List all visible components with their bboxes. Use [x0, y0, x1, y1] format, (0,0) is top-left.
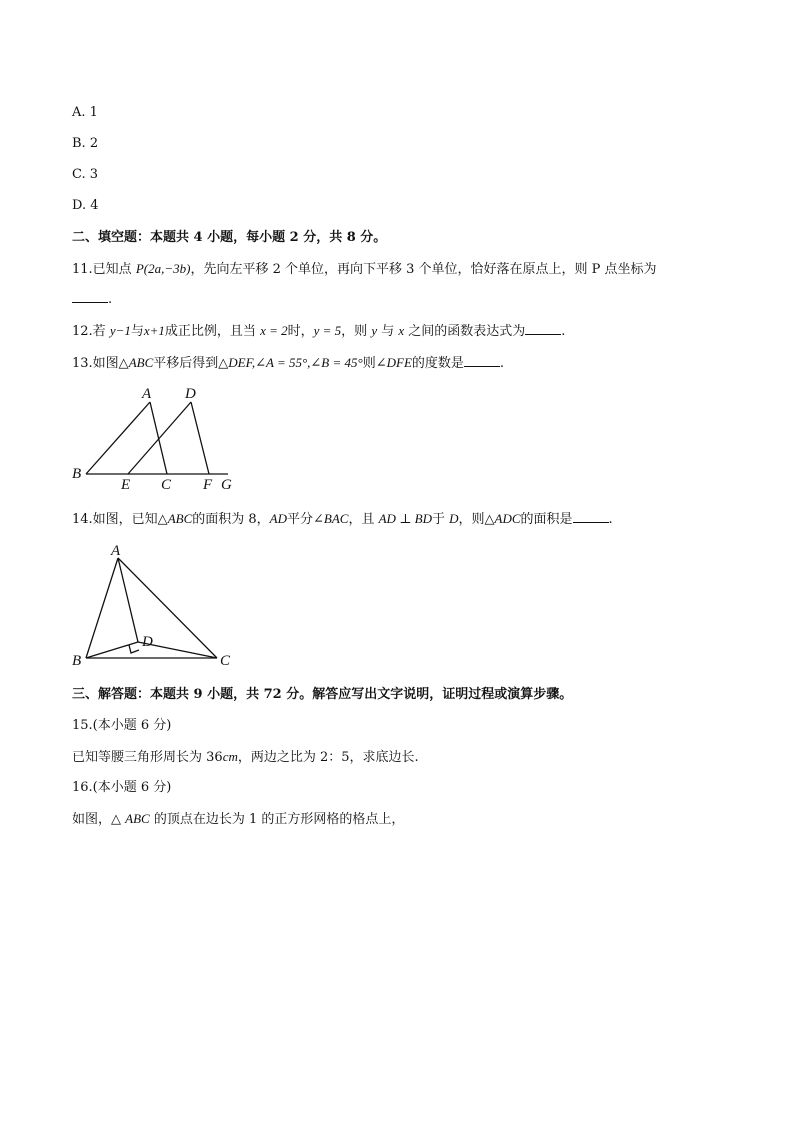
question-12 [72, 322, 565, 341]
q15-pre: 已知等腰三角形周长为 36 [72, 750, 223, 765]
q14-t1: 的面积为 8， [192, 512, 270, 527]
q12-end: . [561, 324, 566, 339]
fig14-label-a: A [111, 543, 121, 559]
question-11 [72, 260, 657, 279]
question-15-header: 15.(本小题 6 分) [72, 718, 172, 733]
question-16 [72, 810, 404, 829]
q16-math: ABC [125, 811, 150, 826]
q12-m3: x = 2 [260, 323, 288, 338]
q11-pre: 11.已知点 [72, 262, 136, 277]
fig14-right-angle-mark [129, 645, 139, 653]
q13-m1: ABC [128, 355, 154, 370]
q14-pre: 14.如图，已知△ [72, 512, 168, 527]
q16-post: 的顶点在边长为 1 的正方形网格的格点上， [149, 812, 405, 827]
q12-t6: 之间的函数表达式为 [404, 324, 526, 339]
fig13-segment-ac [150, 402, 167, 474]
option-a: A. 1 [72, 105, 98, 120]
fig13-label-g: G [221, 477, 232, 493]
q13-t3: 的度数是 [411, 356, 464, 371]
q12-t3: 时， [287, 324, 314, 339]
q12-t2: 成正比例，且当 [164, 324, 261, 339]
q11-math: P(2a,−3b) [135, 261, 191, 276]
option-c: C. 3 [72, 167, 99, 182]
answer-blank-12[interactable] [525, 322, 561, 335]
question-14 [72, 510, 613, 529]
q12-m5: y [371, 323, 378, 338]
q14-m5: D [449, 511, 459, 526]
q13-end: . [499, 356, 505, 371]
q11-end: . [108, 292, 113, 307]
q12-pre: 12.若 [72, 324, 110, 339]
fig13-label-e: E [121, 477, 131, 493]
fig13-segment-ba [86, 402, 150, 474]
q14-t6: 的面积是 [520, 512, 573, 527]
q14-m1: ABC [167, 511, 193, 526]
q15-unit: cm [222, 749, 238, 764]
q11-post: ，先向左平移 2 个单位，再向下平移 3 个单位，恰好落在原点上，则 P 点坐标为 [190, 262, 657, 277]
q15-post: ，两边之比为 2：5，求底边长. [237, 750, 419, 765]
question-11-line2 [72, 290, 112, 309]
answer-blank-11[interactable] [72, 290, 108, 303]
fig14-segment-ab [86, 558, 118, 658]
answer-blank-14[interactable] [573, 510, 609, 523]
q14-m3: BAC [323, 511, 349, 526]
q14-t4: 于 [432, 512, 450, 527]
q14-end: . [608, 512, 613, 527]
q13-m2: DEF,∠A = 55°,∠B = 45° [228, 355, 363, 370]
question-13 [72, 354, 504, 373]
fig13-label-f: F [203, 477, 213, 493]
q16-pre: 如图，△ [72, 812, 126, 827]
section3-title: 三、解答题：本题共 9 小题，共 72 分。解答应写出文字说明，证明过程或演算步骤。 [72, 687, 573, 702]
q13-t2: 则∠ [362, 356, 387, 371]
q13-t1: 平移后得到△ [153, 356, 229, 371]
q14-t3: ，且 [348, 512, 379, 527]
q13-m3: DFE [386, 355, 412, 370]
fig14-segment-ad [118, 558, 138, 642]
fig14-label-d: D [142, 634, 153, 650]
figure-13-translation [60, 382, 260, 494]
fig14-label-c: C [220, 653, 231, 669]
q12-m2: x+1 [143, 323, 165, 338]
fig13-segment-ed [128, 402, 191, 474]
question-15 [72, 748, 419, 767]
q12-t1: 与 [130, 324, 144, 339]
q12-m4: y = 5 [313, 323, 342, 338]
q12-m6: x [398, 323, 405, 338]
option-b: B. 2 [72, 136, 99, 151]
fig13-label-d: D [185, 386, 196, 402]
fig13-segment-df [191, 402, 209, 474]
fig13-label-b: B [72, 466, 82, 482]
q14-t2: 平分∠ [287, 512, 324, 527]
figure-14-triangle [60, 538, 250, 672]
answer-blank-13[interactable] [464, 354, 500, 367]
q12-t5: 与 [377, 324, 399, 339]
option-d: D. 4 [72, 198, 99, 213]
q13-pre: 13.如图△ [72, 356, 129, 371]
q14-m2: AD [269, 511, 287, 526]
q12-t4: ，则 [341, 324, 372, 339]
fig13-label-a: A [142, 386, 152, 402]
section2-title: 二、填空题：本题共 4 小题，每小题 2 分，共 8 分。 [72, 230, 387, 245]
q14-t5: ，则△ [458, 512, 495, 527]
fig13-label-c: C [161, 477, 172, 493]
question-16-header: 16.(本小题 6 分) [72, 780, 172, 795]
q12-m1: y−1 [109, 323, 131, 338]
q14-m4: AD ⊥ BD [378, 511, 432, 526]
q14-m6: ADC [494, 511, 521, 526]
fig14-label-b: B [72, 653, 82, 669]
